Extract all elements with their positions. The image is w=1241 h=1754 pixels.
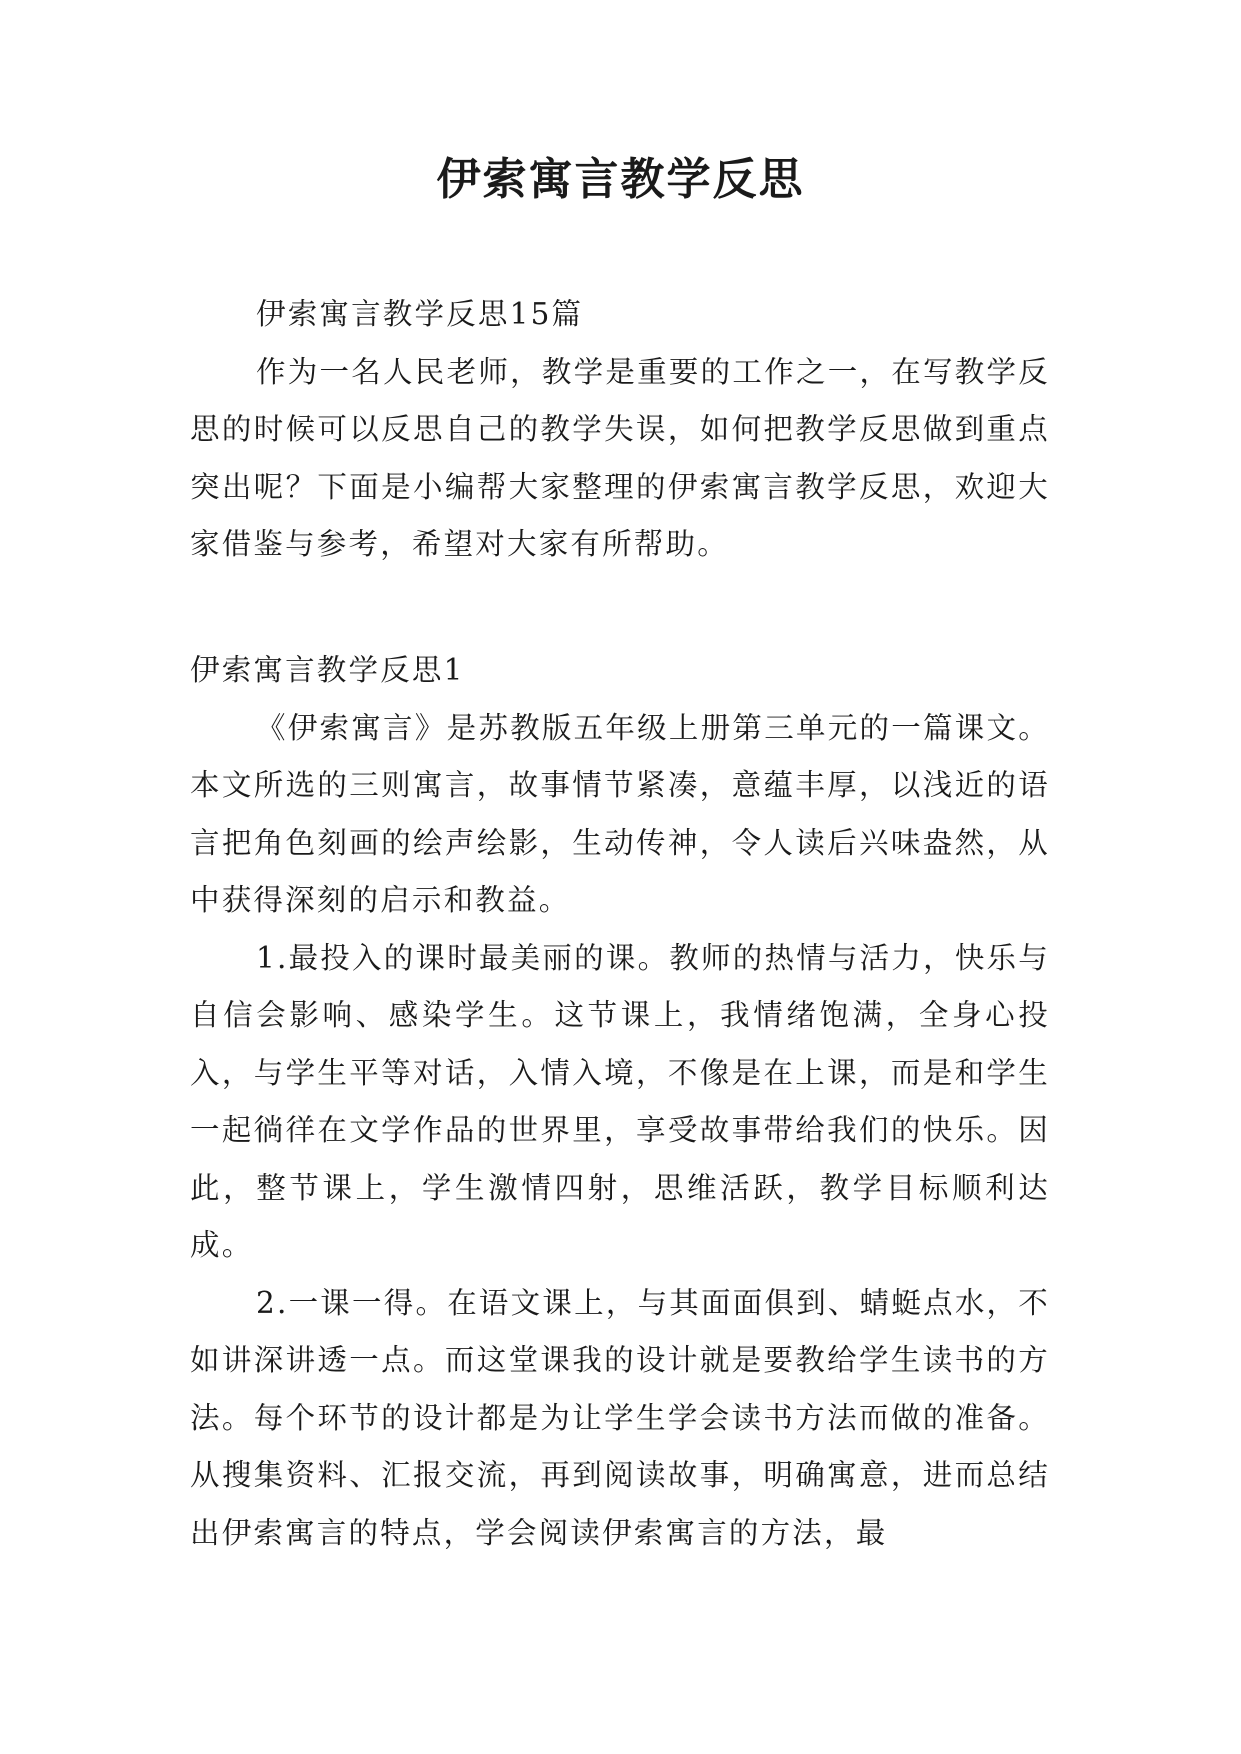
section-heading: 伊索寓言教学反思1 bbox=[190, 653, 465, 687]
section-paragraph: 2.一课一得。在语文课上，与其面面俱到、蜻蜓点水，不如讲深讲透一点。而这堂课我的设计就是要教给学生读书的方法。每个环节的设计都是为让学生学会读书方法而做的准备。从搜集资料、汇报交流，再到阅读故事，明确寓意，进而总结出伊索寓言的特点，学会阅读伊索寓言的方法，最 bbox=[190, 1285, 1050, 1550]
section-1 bbox=[190, 642, 1050, 1562]
section-paragraph: 《伊索寓言》是苏教版五年级上册第三单元的一篇课文。本文所选的三则寓言，故事情节紧凑，意蕴丰厚，以浅近的语言把角色刻画的绘声绘影，生动传神，令人读后兴味盎然，从中获得深刻的启示和教益。 bbox=[190, 710, 1050, 917]
intro-paragraph: 作为一名人民老师，教学是重要的工作之一，在写教学反思的时候可以反思自己的教学失误，如何把教学反思做到重点突出呢？下面是小编帮大家整理的伊索寓言教学反思，欢迎大家借鉴与参考，希望对大家有所帮助。 bbox=[190, 354, 1050, 561]
intro-block bbox=[190, 286, 1050, 574]
section-paragraph: 1.最投入的课时最美丽的课。教师的热情与活力，快乐与自信会影响、感染学生。这节课上，我情绪饱满，全身心投入，与学生平等对话，入情入境，不像是在上课，而是和学生一起徜徉在文学作品的世界里，享受故事带给我们的快乐。因此，整节课上，学生激情四射，思维活跃，教学目标顺利达成。 bbox=[190, 940, 1050, 1262]
intro-subtitle: 伊索寓言教学反思15篇 bbox=[256, 297, 584, 331]
document-title: 伊索寓言教学反思 bbox=[436, 154, 805, 205]
